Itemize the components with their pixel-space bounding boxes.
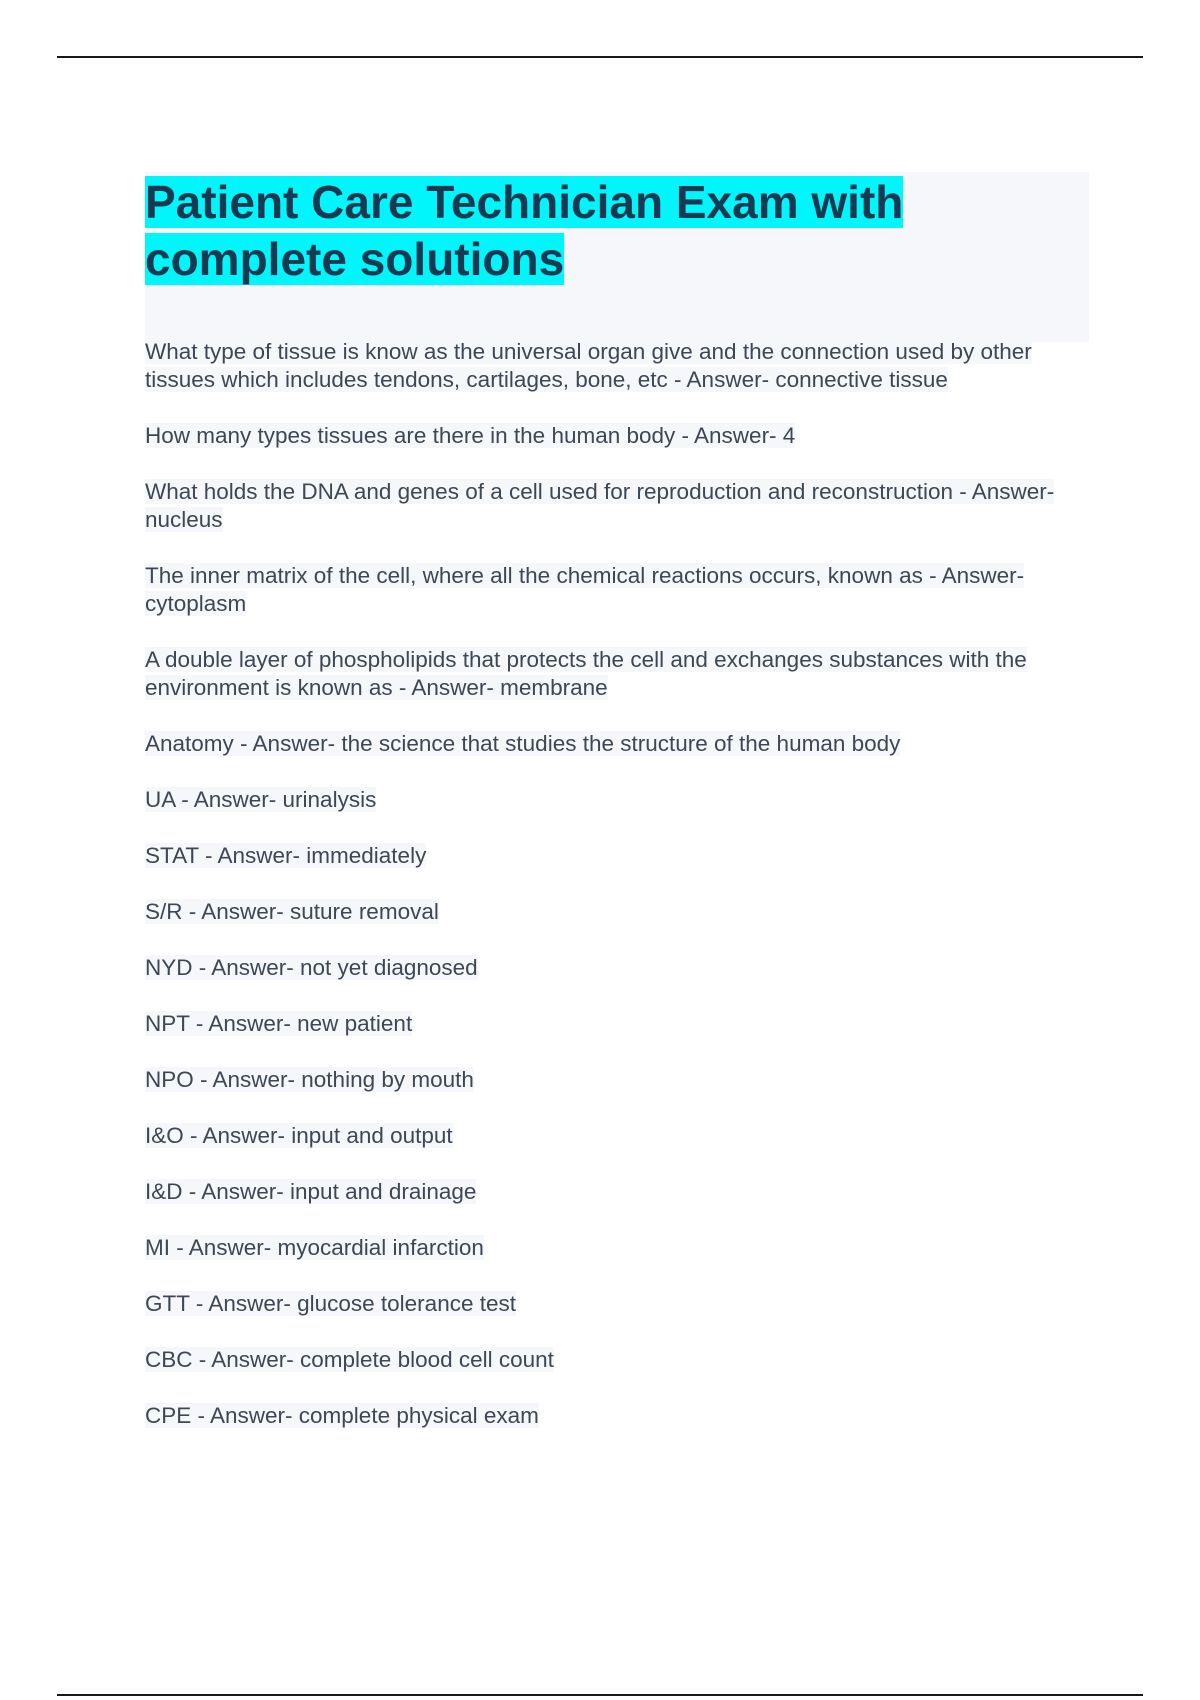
qa-item [145, 1010, 1090, 1038]
qa-text: GTT - Answer- glucose tolerance test [145, 1291, 516, 1316]
qa-item [145, 422, 1090, 450]
qa-item [145, 954, 1090, 982]
document-title-text: Patient Care Technician Exam with complete solutions [145, 176, 904, 285]
qa-item [145, 898, 1090, 926]
qa-text: CPE - Answer- complete physical exam [145, 1403, 539, 1428]
qa-item [145, 478, 1090, 534]
qa-text: NYD - Answer- not yet diagnosed [145, 955, 478, 980]
qa-list [145, 338, 1090, 1458]
qa-text: NPT - Answer- new patient [145, 1011, 413, 1036]
qa-text: I&O - Answer- input and output [145, 1123, 453, 1148]
qa-text: CBC - Answer- complete blood cell count [145, 1347, 554, 1372]
qa-item [145, 1346, 1090, 1374]
qa-text: STAT - Answer- immediately [145, 843, 427, 868]
qa-item [145, 1402, 1090, 1430]
qa-item [145, 1066, 1090, 1094]
qa-text: UA - Answer- urinalysis [145, 787, 377, 812]
top-rule [57, 56, 1143, 58]
qa-item [145, 730, 1090, 758]
qa-text: NPO - Answer- nothing by mouth [145, 1067, 474, 1092]
qa-item [145, 562, 1090, 618]
qa-text: S/R - Answer- suture removal [145, 899, 439, 924]
qa-text: The inner matrix of the cell, where all the chemical reactions occurs, known as - Answer- cytoplasm [145, 563, 1025, 616]
qa-text: How many types tissues are there in the human body - Answer- 4 [145, 423, 796, 448]
qa-text: A double layer of phospholipids that protects the cell and exchanges substances with the environment is known as - Answer- membrane [145, 647, 1027, 700]
qa-text: What holds the DNA and genes of a cell used for reproduction and reconstruction - Answer- nucleus [145, 479, 1055, 532]
qa-text: Anatomy - Answer- the science that studies the structure of the human body [145, 731, 901, 756]
qa-text: What type of tissue is know as the universal organ give and the connection used by other tissues which includes tendons, cartilages, bone, etc - Answer- connective tissue [145, 339, 1032, 392]
qa-item [145, 1178, 1090, 1206]
document-title [145, 172, 1089, 288]
qa-item [145, 842, 1090, 870]
qa-item [145, 786, 1090, 814]
qa-text: I&D - Answer- input and drainage [145, 1179, 477, 1204]
qa-item [145, 1290, 1090, 1318]
qa-text: MI - Answer- myocardial infarction [145, 1235, 484, 1260]
qa-item [145, 1122, 1090, 1150]
qa-item [145, 1234, 1090, 1262]
qa-item [145, 338, 1090, 394]
title-block [145, 172, 1089, 342]
qa-item [145, 646, 1090, 702]
bottom-rule [57, 1694, 1143, 1696]
